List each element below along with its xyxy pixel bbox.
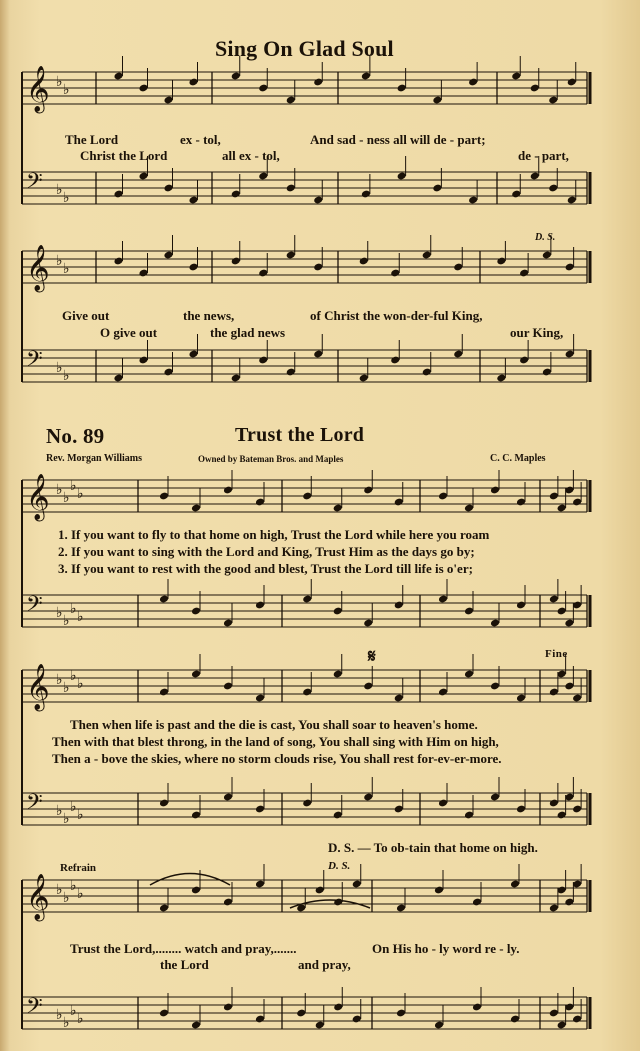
bass-clef-icon: 𝄢 — [26, 169, 43, 199]
h1-s2-v2-c: our King, — [510, 325, 564, 340]
h2-verse1: 1. If you want to fly to that home on high, Trust the Lord while here you roam — [58, 527, 490, 542]
h1-s1-v1-a: The Lord — [65, 132, 119, 147]
bass-clef-icon: 𝄢 — [26, 592, 43, 622]
flat-sign-icon: ♭ — [56, 74, 63, 90]
flat-sign-icon: ♭ — [63, 490, 70, 506]
flat-sign-icon: ♭ — [56, 253, 63, 269]
composer: C. C. Maples — [490, 453, 546, 464]
hymn-number: No. 89 — [46, 424, 105, 448]
bass-clef-icon: 𝄢 — [26, 347, 43, 377]
flat-sign-icon: ♭ — [70, 1003, 77, 1019]
refrain-line2-a: the Lord — [160, 957, 209, 972]
flat-sign-icon: ♭ — [63, 82, 70, 98]
h1-ds-mark: D. S. — [535, 232, 556, 243]
flat-sign-icon: ♭ — [77, 486, 84, 502]
flat-sign-icon: ♭ — [56, 672, 63, 688]
h2-verse3: 3. If you want to rest with the good and blest, Trust the Lord till life is o'er; — [58, 561, 473, 576]
flat-sign-icon: ♭ — [63, 680, 70, 696]
flat-sign-icon: ♭ — [70, 478, 77, 494]
flat-sign-icon: ♭ — [77, 1011, 84, 1027]
h1-s2-v1-c: of Christ the won-der-ful King, — [310, 308, 483, 323]
bass-clef-icon: 𝄢 — [26, 790, 43, 820]
h2-verse2: 2. If you want to sing with the Lord and King, Trust Him as the days go by; — [58, 544, 475, 559]
flat-sign-icon: ♭ — [63, 811, 70, 827]
segno-mark: 𝄋 — [368, 646, 376, 666]
flat-sign-icon: ♭ — [56, 803, 63, 819]
flat-sign-icon: ♭ — [77, 807, 84, 823]
hymn2-title: Trust the Lord — [235, 424, 365, 446]
refrain-line1-b: On His ho - ly word re - ly. — [372, 941, 520, 956]
h2-s2-verse2: Then with that blest throng, in the land of song, You shall sing with Him on high, — [52, 734, 499, 749]
flat-sign-icon: ♭ — [56, 360, 63, 376]
author: Rev. Morgan Williams — [46, 453, 143, 464]
flat-sign-icon: ♭ — [63, 1015, 70, 1031]
h2-s2-verse1: Then when life is past and the die is cast, You shall soar to heaven's home. — [70, 717, 478, 732]
h1-s1-v1-b: ex - tol, — [180, 132, 221, 147]
flat-sign-icon: ♭ — [77, 886, 84, 902]
h1-s2-v1-b: the news, — [183, 308, 235, 323]
flat-sign-icon: ♭ — [70, 601, 77, 617]
copyright-owner: Owned by Bateman Bros. and Maples — [198, 454, 344, 464]
treble-clef-icon: 𝄞 — [26, 245, 50, 291]
flat-sign-icon: ♭ — [56, 182, 63, 198]
flat-sign-icon: ♭ — [63, 613, 70, 629]
ds-instruction: D. S. — To ob-tain that home on high. — [328, 840, 538, 855]
flat-sign-icon: ♭ — [56, 482, 63, 498]
h1-s2-v1-a: Give out — [62, 308, 110, 323]
flat-sign-icon: ♭ — [70, 668, 77, 684]
h1-s2-v2-a: O give out — [100, 325, 158, 340]
refrain-label: Refrain — [60, 862, 97, 874]
h2-s2-verse3: Then a - bove the skies, where no storm clouds rise, You shall rest for-ev-er-more. — [52, 751, 502, 766]
hymn1-title: Sing On Glad Soul — [215, 36, 394, 61]
h1-s1-v2-b: all ex - tol, — [222, 148, 280, 163]
fine-mark: Fine — [545, 648, 568, 660]
flat-sign-icon: ♭ — [77, 676, 84, 692]
flat-sign-icon: ♭ — [63, 890, 70, 906]
h1-s1-v1-c: And sad - ness all will de - part; — [310, 132, 486, 147]
flat-sign-icon: ♭ — [70, 878, 77, 894]
treble-clef-icon: 𝄞 — [26, 874, 50, 920]
refrain-line2-b: and pray, — [298, 957, 351, 972]
flat-sign-icon: ♭ — [70, 799, 77, 815]
flat-sign-icon: ♭ — [77, 609, 84, 625]
slur-icon — [150, 874, 230, 886]
bass-clef-icon: 𝄢 — [26, 994, 43, 1024]
flat-sign-icon: ♭ — [56, 882, 63, 898]
treble-clef-icon: 𝄞 — [26, 664, 50, 710]
refrain-line1-a: Trust the Lord,........ watch and pray,....... — [70, 941, 297, 956]
flat-sign-icon: ♭ — [63, 261, 70, 277]
flat-sign-icon: ♭ — [63, 190, 70, 206]
h1-s1-v2-a: Christ the Lord — [80, 148, 168, 163]
treble-clef-icon: 𝄞 — [26, 474, 50, 520]
refrain-ds: D. S. — [328, 860, 351, 872]
h1-s2-v2-b: the glad news — [210, 325, 286, 340]
treble-clef-icon: 𝄞 — [26, 66, 50, 112]
flat-sign-icon: ♭ — [56, 605, 63, 621]
flat-sign-icon: ♭ — [63, 368, 70, 384]
h1-s1-v2-c: de - part, — [518, 148, 569, 163]
flat-sign-icon: ♭ — [56, 1007, 63, 1023]
